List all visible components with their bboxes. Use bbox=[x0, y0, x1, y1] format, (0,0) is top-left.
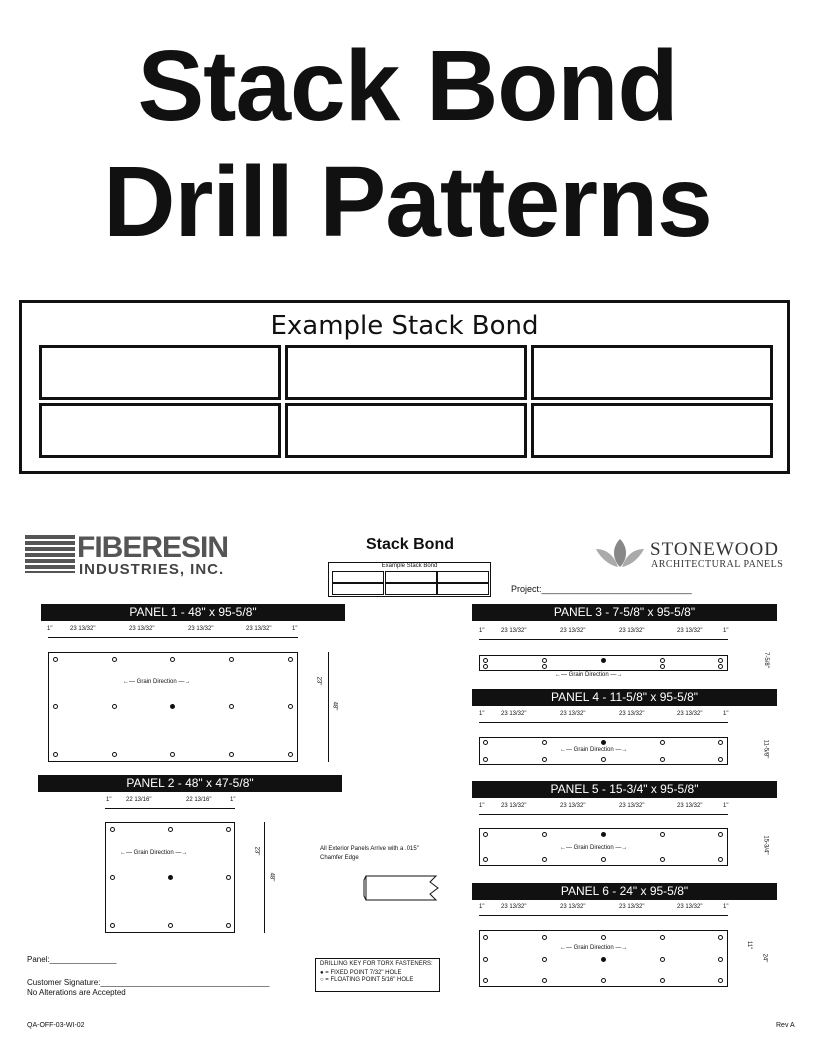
panel-6-dim: 23 13/32" bbox=[501, 904, 527, 910]
panel-4-dim: 23 13/32" bbox=[560, 711, 586, 717]
floating-hole bbox=[660, 832, 665, 837]
panel-3-dim: 23 13/32" bbox=[677, 628, 703, 634]
panel-6-side-dim: 24" bbox=[761, 953, 768, 963]
floating-hole bbox=[542, 857, 547, 862]
floating-hole bbox=[601, 757, 606, 762]
fixed-hole bbox=[601, 832, 606, 837]
example-mini-caption: Example Stack Bond bbox=[381, 563, 438, 569]
brick bbox=[385, 583, 437, 595]
grain-direction-label: ←— Grain Direction —→ bbox=[555, 672, 623, 678]
brand-right-sub: ARCHITECTURAL PANELS bbox=[651, 559, 784, 570]
panel-2-dim: 22 13/16" bbox=[186, 797, 212, 803]
drilling-key bbox=[315, 958, 440, 992]
floating-hole bbox=[288, 704, 293, 709]
panel-2-label: PANEL 2 - 48" x 47-5/8" bbox=[38, 775, 342, 792]
floating-hole bbox=[542, 935, 547, 940]
panel-6-dim: 23 13/32" bbox=[560, 904, 586, 910]
floating-hole bbox=[718, 978, 723, 983]
floating-hole bbox=[112, 752, 117, 757]
floating-hole bbox=[483, 978, 488, 983]
floating-hole bbox=[483, 658, 488, 663]
floating-hole bbox=[483, 757, 488, 762]
doc-id: QA-OFF-03-WI-02 bbox=[27, 1022, 85, 1029]
panel-5-label: PANEL 5 - 15-3/4" x 95-5/8" bbox=[472, 781, 777, 798]
panel-1-dim: 23 13/32" bbox=[70, 626, 96, 632]
panel-1-dim: 1" bbox=[292, 626, 298, 632]
dimension-line bbox=[479, 639, 728, 640]
floating-hole bbox=[542, 740, 547, 745]
floating-hole bbox=[542, 957, 547, 962]
grain-direction-label: ←— Grain Direction —→ bbox=[560, 945, 628, 951]
fixed-hole bbox=[168, 875, 173, 880]
brick bbox=[437, 571, 489, 583]
floating-hole bbox=[660, 757, 665, 762]
panel-1-label: PANEL 1 - 48" x 95-5/8" bbox=[41, 604, 345, 621]
floating-hole bbox=[718, 832, 723, 837]
fixed-hole bbox=[601, 957, 606, 962]
panel-2-side-dim: 48" bbox=[268, 872, 275, 882]
dimension-line bbox=[479, 915, 728, 916]
brand-left-name: FIBERESIN bbox=[77, 531, 229, 564]
floating-hole bbox=[718, 857, 723, 862]
panel-5-dim: 23 13/32" bbox=[619, 803, 645, 809]
panel-1-dim: 23 13/32" bbox=[188, 626, 214, 632]
floating-hole bbox=[110, 875, 115, 880]
floating-hole bbox=[53, 704, 58, 709]
panel-1-dim: 23 13/32" bbox=[129, 626, 155, 632]
floating-hole bbox=[601, 978, 606, 983]
example-caption: Example Stack Bond bbox=[270, 311, 539, 341]
fixed-hole bbox=[170, 704, 175, 709]
panel-3-dim: 23 13/32" bbox=[501, 628, 527, 634]
floating-hole bbox=[110, 923, 115, 928]
panel-5-dim: 23 13/32" bbox=[501, 803, 527, 809]
floating-hole bbox=[226, 827, 231, 832]
panel-4-dim: 23 13/32" bbox=[619, 711, 645, 717]
sheet-title: Stack Bond bbox=[365, 536, 454, 553]
panel-4-drawing bbox=[479, 737, 728, 765]
brick bbox=[39, 403, 281, 458]
panel-3-label: PANEL 3 - 7-5/8" x 95-5/8" bbox=[472, 604, 777, 621]
dimension-line bbox=[264, 822, 265, 933]
drilling-key-fixed: ● = FIXED POINT 7/32" HOLE bbox=[320, 970, 402, 976]
panel-2-dim: 1" bbox=[230, 797, 236, 803]
floating-hole bbox=[718, 957, 723, 962]
panel-4-dim: 23 13/32" bbox=[501, 711, 527, 717]
panel-3-dim: 1" bbox=[479, 628, 485, 634]
chamfer-note: All Exterior Panels Arrive with a .015" Chamfer Edge bbox=[320, 846, 419, 861]
fixed-hole bbox=[601, 740, 606, 745]
panel-1-side-dim: 48" bbox=[331, 701, 338, 711]
floating-hole bbox=[483, 664, 488, 669]
brick bbox=[531, 403, 773, 458]
floating-hole bbox=[660, 935, 665, 940]
panel-1-dim: 23 13/32" bbox=[246, 626, 272, 632]
floating-hole bbox=[226, 923, 231, 928]
floating-hole bbox=[542, 832, 547, 837]
panel-1-dim: 1" bbox=[47, 626, 53, 632]
panel-6-dim: 23 13/32" bbox=[677, 904, 703, 910]
panel-5-side-dim: 15-3/4" bbox=[762, 835, 769, 855]
panel-2-side-dim: 23" bbox=[253, 846, 260, 856]
floating-hole bbox=[168, 923, 173, 928]
floating-hole bbox=[288, 752, 293, 757]
brick bbox=[39, 345, 281, 400]
brick bbox=[332, 583, 384, 595]
title-line-2: Drill Patterns bbox=[103, 146, 712, 258]
floating-hole bbox=[718, 664, 723, 669]
drilling-key-floating: ○ = FLOATING POINT 5/16" HOLE bbox=[320, 977, 414, 983]
grain-direction-label: ←— Grain Direction —→ bbox=[123, 679, 191, 685]
panel-5-dim: 1" bbox=[479, 803, 485, 809]
floating-hole bbox=[718, 658, 723, 663]
brand-left-sub: INDUSTRIES, INC. bbox=[79, 561, 225, 578]
floating-hole bbox=[660, 857, 665, 862]
fixed-hole bbox=[601, 658, 606, 663]
dimension-line bbox=[105, 808, 235, 809]
brick bbox=[332, 571, 384, 583]
floating-hole bbox=[226, 875, 231, 880]
panel-3-side-dim: 7-5/8" bbox=[762, 652, 769, 668]
panel-6-dim: 23 13/32" bbox=[619, 904, 645, 910]
panel-4-dim: 23 13/32" bbox=[677, 711, 703, 717]
logo-stripes-icon bbox=[25, 535, 75, 573]
floating-hole bbox=[718, 740, 723, 745]
floating-hole bbox=[601, 935, 606, 940]
floating-hole bbox=[718, 935, 723, 940]
customer-signature-field[interactable]: Customer Signature:______________________________________ bbox=[27, 978, 270, 987]
floating-hole bbox=[229, 704, 234, 709]
floating-hole bbox=[483, 957, 488, 962]
panel-1-drawing bbox=[48, 652, 298, 762]
brick bbox=[531, 345, 773, 400]
panel-4-dim: 1" bbox=[479, 711, 485, 717]
grain-direction-label: ←— Grain Direction —→ bbox=[560, 747, 628, 753]
floating-hole bbox=[483, 857, 488, 862]
floating-hole bbox=[110, 827, 115, 832]
panel-4-dim: 1" bbox=[723, 711, 729, 717]
floating-hole bbox=[483, 832, 488, 837]
panel-6-label: PANEL 6 - 24" x 95-5/8" bbox=[472, 883, 777, 900]
floating-hole bbox=[660, 978, 665, 983]
floating-hole bbox=[660, 957, 665, 962]
panel-6-dim: 1" bbox=[479, 904, 485, 910]
floating-hole bbox=[53, 752, 58, 757]
panel-5-dim: 23 13/32" bbox=[560, 803, 586, 809]
panel-3-dim: 1" bbox=[723, 628, 729, 634]
floating-hole bbox=[660, 664, 665, 669]
floating-hole bbox=[229, 657, 234, 662]
brick bbox=[385, 571, 437, 583]
panel-3-dim: 23 13/32" bbox=[619, 628, 645, 634]
floating-hole bbox=[542, 978, 547, 983]
brick bbox=[285, 403, 527, 458]
floating-hole bbox=[112, 657, 117, 662]
title-line-1: Stack Bond bbox=[137, 30, 678, 142]
panel-1-side-dim: 23" bbox=[315, 676, 322, 686]
floating-hole bbox=[170, 657, 175, 662]
drilling-key-title: DRILLING KEY FOR TORX FASTENERS: bbox=[320, 961, 433, 967]
chamfer-edge-diagram bbox=[360, 872, 445, 902]
floating-hole bbox=[601, 857, 606, 862]
grain-direction-label: ←— Grain Direction —→ bbox=[120, 850, 188, 856]
panel-3-dim: 23 13/32" bbox=[560, 628, 586, 634]
floating-hole bbox=[542, 664, 547, 669]
floating-hole bbox=[229, 752, 234, 757]
panel-2-dim: 1" bbox=[106, 797, 112, 803]
panel-2-dim: 22 13/16" bbox=[126, 797, 152, 803]
floating-hole bbox=[660, 740, 665, 745]
panel-6-side-dim: 11" bbox=[746, 940, 753, 950]
project-field[interactable]: Project:______________________________ bbox=[511, 584, 692, 594]
floating-hole bbox=[483, 740, 488, 745]
dimension-line bbox=[479, 814, 728, 815]
brand-right-name: STONEWOOD bbox=[650, 539, 779, 560]
panel-4-label: PANEL 4 - 11-5/8" x 95-5/8" bbox=[472, 689, 777, 706]
floating-hole bbox=[542, 757, 547, 762]
example-stack-bond-diagram bbox=[19, 300, 790, 474]
fiberesin-logo bbox=[25, 533, 260, 578]
example-mini-diagram bbox=[328, 562, 491, 597]
panel-5-drawing bbox=[479, 828, 728, 866]
panel-5-dim: 23 13/32" bbox=[677, 803, 703, 809]
floating-hole bbox=[168, 827, 173, 832]
stonewood-logo bbox=[594, 535, 794, 575]
brick bbox=[285, 345, 527, 400]
panel-5-dim: 1" bbox=[723, 803, 729, 809]
panel-3-drawing bbox=[479, 655, 728, 671]
panel-6-dim: 1" bbox=[723, 904, 729, 910]
no-alterations-note: No Alterations are Accepted bbox=[27, 988, 126, 997]
panel-6-drawing bbox=[479, 930, 728, 987]
dimension-line bbox=[479, 722, 728, 723]
floating-hole bbox=[53, 657, 58, 662]
panel-field[interactable]: Panel:_______________ bbox=[27, 955, 117, 964]
grain-direction-label: ←— Grain Direction —→ bbox=[560, 845, 628, 851]
brick bbox=[437, 583, 489, 595]
floating-hole bbox=[660, 658, 665, 663]
panel-4-side-dim: 11-5/8" bbox=[762, 739, 769, 759]
floating-hole bbox=[170, 752, 175, 757]
dimension-line bbox=[328, 652, 329, 762]
dimension-line bbox=[48, 637, 298, 638]
floating-hole bbox=[542, 658, 547, 663]
panel-2-drawing bbox=[105, 822, 235, 933]
floating-hole bbox=[483, 935, 488, 940]
revision: Rev A bbox=[776, 1022, 795, 1029]
floating-hole bbox=[112, 704, 117, 709]
lotus-icon bbox=[594, 537, 646, 569]
floating-hole bbox=[718, 757, 723, 762]
floating-hole bbox=[288, 657, 293, 662]
